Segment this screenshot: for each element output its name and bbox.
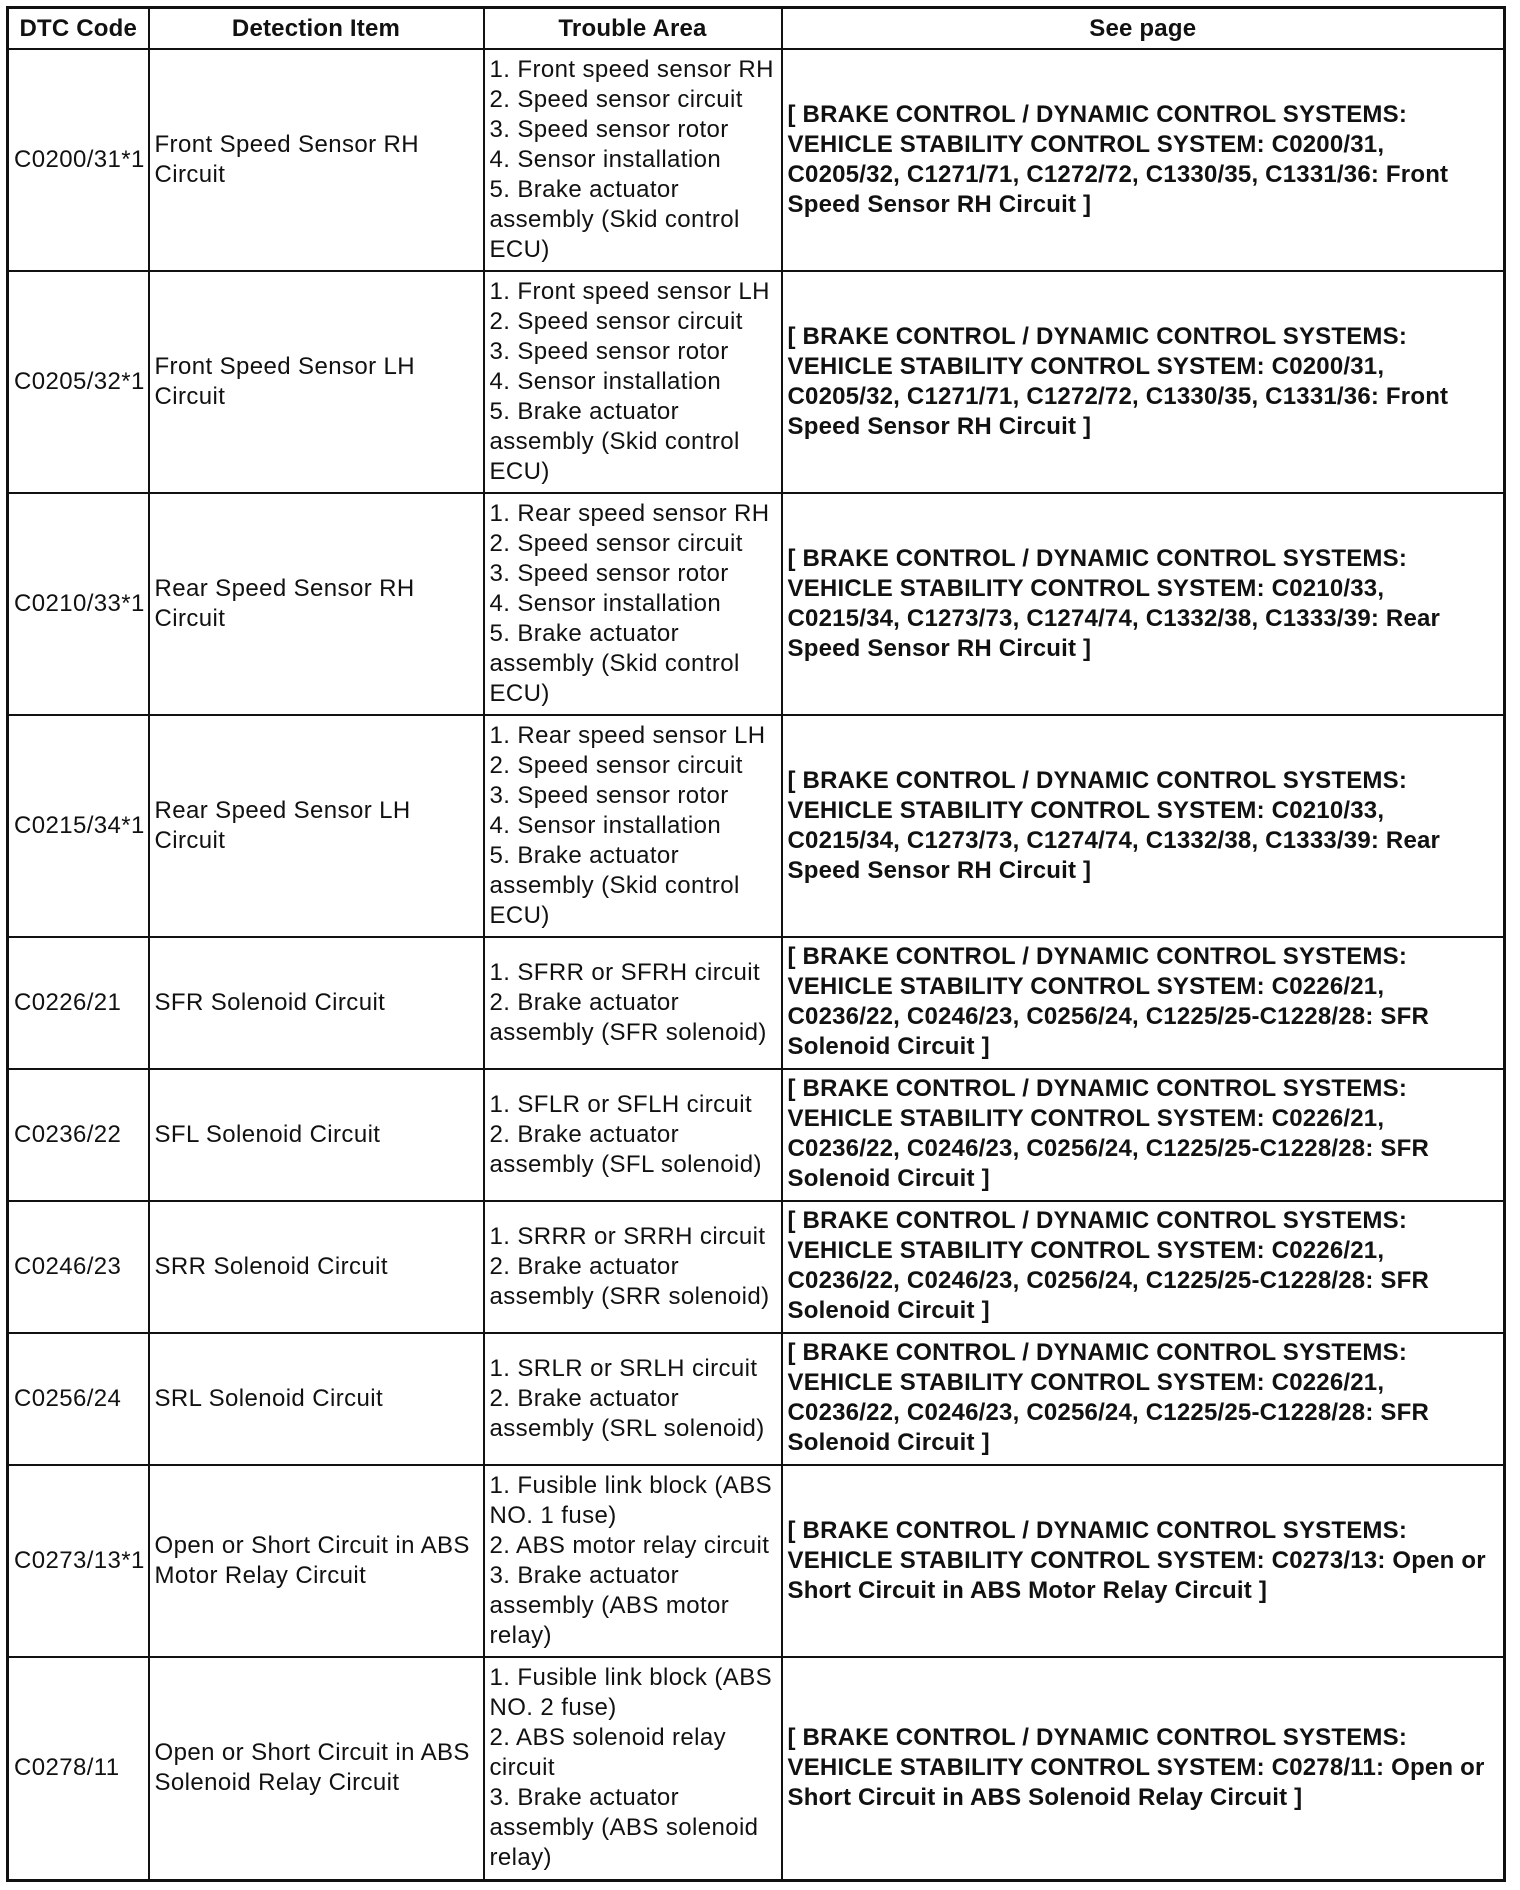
trouble-area bbox=[484, 1465, 782, 1657]
see-page-link[interactable]: [ BRAKE CONTROL / DYNAMIC CONTROL SYSTEMS: VEHICLE STABILITY CONTROL SYSTEM: C0226/21, C0236/22, C0246/23, C0256/24, C1225/25-C1228/28: SFR Solenoid Circuit ] bbox=[782, 937, 1505, 1069]
trouble-area-line: 3. Speed sensor rotor bbox=[489, 560, 729, 587]
trouble-area-line: 3. Speed sensor rotor bbox=[489, 116, 729, 143]
dtc-document bbox=[6, 6, 1503, 1882]
trouble-area-line: 1. SRRR or SRRH circuit bbox=[489, 1223, 766, 1250]
dtc-code: C0215/34*1 bbox=[8, 715, 149, 937]
trouble-area-line: 2. Speed sensor circuit bbox=[489, 308, 743, 335]
trouble-area-line: 2. Brake actuator assembly (SFR solenoid) bbox=[489, 989, 767, 1046]
trouble-area bbox=[484, 1333, 782, 1465]
trouble-area-line: 1. SRLR or SRLH circuit bbox=[489, 1355, 758, 1382]
table-row bbox=[8, 1465, 1505, 1657]
table-row bbox=[8, 1333, 1505, 1465]
see-page-link[interactable]: [ BRAKE CONTROL / DYNAMIC CONTROL SYSTEMS: VEHICLE STABILITY CONTROL SYSTEM: C0226/21, C0236/22, C0246/23, C0256/24, C1225/25-C1228/28: SFR Solenoid Circuit ] bbox=[782, 1069, 1505, 1201]
table-row bbox=[8, 1201, 1505, 1333]
table-row bbox=[8, 271, 1505, 493]
dtc-code: C0256/24 bbox=[8, 1333, 149, 1465]
header-see-page: See page bbox=[782, 8, 1505, 50]
table-row bbox=[8, 715, 1505, 937]
table-row bbox=[8, 493, 1505, 715]
trouble-area-line: 3. Brake actuator assembly (ABS motor relay) bbox=[489, 1562, 730, 1649]
trouble-area-line: 4. Sensor installation bbox=[489, 590, 722, 617]
trouble-area-line: 2. Speed sensor circuit bbox=[489, 86, 743, 113]
detection-item: SRR Solenoid Circuit bbox=[149, 1201, 484, 1333]
trouble-area bbox=[484, 49, 782, 271]
trouble-area-line: 1. Front speed sensor LH bbox=[489, 278, 770, 305]
trouble-area-line: 1. Fusible link block (ABS NO. 2 fuse) bbox=[489, 1664, 773, 1722]
trouble-area-line: 1. SFRR or SFRH circuit bbox=[489, 959, 761, 986]
trouble-area bbox=[484, 1069, 782, 1201]
trouble-area-line: 1. Rear speed sensor RH bbox=[489, 500, 770, 527]
trouble-area-line: 5. Brake actuator assembly (Skid control ECU) bbox=[489, 398, 740, 485]
dtc-code: C0273/13*1 bbox=[8, 1465, 149, 1657]
trouble-area-line: 2. Brake actuator assembly (SFL solenoid) bbox=[489, 1121, 762, 1178]
detection-item: Rear Speed Sensor RH Circuit bbox=[149, 493, 484, 715]
trouble-area-line: 2. Speed sensor circuit bbox=[489, 752, 743, 779]
trouble-area-line: 4. Sensor installation bbox=[489, 812, 722, 839]
table-row bbox=[8, 1069, 1505, 1201]
header-detection-item: Detection Item bbox=[149, 8, 484, 50]
dtc-code: C0278/11 bbox=[8, 1657, 149, 1880]
see-page-link[interactable]: [ BRAKE CONTROL / DYNAMIC CONTROL SYSTEMS: VEHICLE STABILITY CONTROL SYSTEM: C0210/33, C0215/34, C1273/73, C1274/74, C1332/38, C1333/39: Rear Speed Sensor RH Circuit ] bbox=[782, 715, 1505, 937]
detection-item: Open or Short Circuit in ABS Motor Relay Circuit bbox=[149, 1465, 484, 1657]
detection-item: Front Speed Sensor RH Circuit bbox=[149, 49, 484, 271]
see-page-link[interactable]: [ BRAKE CONTROL / DYNAMIC CONTROL SYSTEMS: VEHICLE STABILITY CONTROL SYSTEM: C0200/31, C0205/32, C1271/71, C1272/72, C1330/35, C1331/36: Front Speed Sensor RH Circuit ] bbox=[782, 271, 1505, 493]
detection-item: Rear Speed Sensor LH Circuit bbox=[149, 715, 484, 937]
table-row bbox=[8, 49, 1505, 271]
trouble-area-line: 5. Brake actuator assembly (Skid control ECU) bbox=[489, 620, 740, 707]
detection-item: Front Speed Sensor LH Circuit bbox=[149, 271, 484, 493]
trouble-area bbox=[484, 1201, 782, 1333]
dtc-code: C0210/33*1 bbox=[8, 493, 149, 715]
detection-item: SFR Solenoid Circuit bbox=[149, 937, 484, 1069]
table-row bbox=[8, 1657, 1505, 1880]
detection-item: SRL Solenoid Circuit bbox=[149, 1333, 484, 1465]
see-page-link[interactable]: [ BRAKE CONTROL / DYNAMIC CONTROL SYSTEMS: VEHICLE STABILITY CONTROL SYSTEM: C0273/13: Open or Short Circuit in ABS Motor Relay Circuit ] bbox=[782, 1465, 1505, 1657]
see-page-link[interactable]: [ BRAKE CONTROL / DYNAMIC CONTROL SYSTEMS: VEHICLE STABILITY CONTROL SYSTEM: C0210/33, C0215/34, C1273/73, C1274/74, C1332/38, C1333/39: Rear Speed Sensor RH Circuit ] bbox=[782, 493, 1505, 715]
trouble-area-line: 3. Speed sensor rotor bbox=[489, 338, 729, 365]
trouble-area-line: 5. Brake actuator assembly (Skid control ECU) bbox=[489, 842, 740, 929]
trouble-area bbox=[484, 271, 782, 493]
dtc-code: C0226/21 bbox=[8, 937, 149, 1069]
trouble-area-line: 4. Sensor installation bbox=[489, 368, 722, 395]
header-trouble-area: Trouble Area bbox=[484, 8, 782, 50]
dtc-code: C0205/32*1 bbox=[8, 271, 149, 493]
header-dtc-code: DTC Code bbox=[8, 8, 149, 50]
see-page-link[interactable]: [ BRAKE CONTROL / DYNAMIC CONTROL SYSTEMS: VEHICLE STABILITY CONTROL SYSTEM: C0278/11: Open or Short Circuit in ABS Solenoid Relay Circuit ] bbox=[782, 1657, 1505, 1880]
trouble-area-line: 2. Brake actuator assembly (SRR solenoid) bbox=[489, 1253, 770, 1310]
trouble-area-line: 2. ABS motor relay circuit bbox=[489, 1532, 770, 1559]
trouble-area bbox=[484, 493, 782, 715]
detection-item: SFL Solenoid Circuit bbox=[149, 1069, 484, 1201]
see-page-link[interactable]: [ BRAKE CONTROL / DYNAMIC CONTROL SYSTEMS: VEHICLE STABILITY CONTROL SYSTEM: C0200/31, C0205/32, C1271/71, C1272/72, C1330/35, C1331/36: Front Speed Sensor RH Circuit ] bbox=[782, 49, 1505, 271]
trouble-area-line: 2. Speed sensor circuit bbox=[489, 530, 743, 557]
trouble-area-line: 1. SFLR or SFLH circuit bbox=[489, 1091, 753, 1118]
trouble-area-line: 2. Brake actuator assembly (SRL solenoid) bbox=[489, 1385, 765, 1442]
trouble-area-line: 1. Fusible link block (ABS NO. 1 fuse) bbox=[489, 1472, 773, 1529]
detection-item: Open or Short Circuit in ABS Solenoid Relay Circuit bbox=[149, 1657, 484, 1880]
trouble-area-line: 1. Front speed sensor RH bbox=[489, 56, 774, 83]
trouble-area-line: 3. Speed sensor rotor bbox=[489, 782, 729, 809]
dtc-table bbox=[6, 6, 1506, 1882]
trouble-area bbox=[484, 937, 782, 1069]
dtc-code: C0236/22 bbox=[8, 1069, 149, 1201]
trouble-area-line: 5. Brake actuator assembly (Skid control ECU) bbox=[489, 176, 740, 263]
dtc-code: C0246/23 bbox=[8, 1201, 149, 1333]
trouble-area-line: 4. Sensor installation bbox=[489, 146, 722, 173]
trouble-area-line: 3. Brake actuator assembly (ABS solenoid relay) bbox=[489, 1784, 759, 1872]
trouble-area-line: 1. Rear speed sensor LH bbox=[489, 722, 766, 749]
trouble-area bbox=[484, 715, 782, 937]
see-page-link[interactable]: [ BRAKE CONTROL / DYNAMIC CONTROL SYSTEMS: VEHICLE STABILITY CONTROL SYSTEM: C0226/21, C0236/22, C0246/23, C0256/24, C1225/25-C1228/28: SFR Solenoid Circuit ] bbox=[782, 1201, 1505, 1333]
trouble-area-line: 2. ABS solenoid relay circuit bbox=[489, 1724, 727, 1782]
trouble-area bbox=[484, 1657, 782, 1880]
table-row bbox=[8, 937, 1505, 1069]
see-page-link[interactable]: [ BRAKE CONTROL / DYNAMIC CONTROL SYSTEMS: VEHICLE STABILITY CONTROL SYSTEM: C0226/21, C0236/22, C0246/23, C0256/24, C1225/25-C1228/28: SFR Solenoid Circuit ] bbox=[782, 1333, 1505, 1465]
header-row bbox=[8, 8, 1505, 50]
dtc-code: C0200/31*1 bbox=[8, 49, 149, 271]
